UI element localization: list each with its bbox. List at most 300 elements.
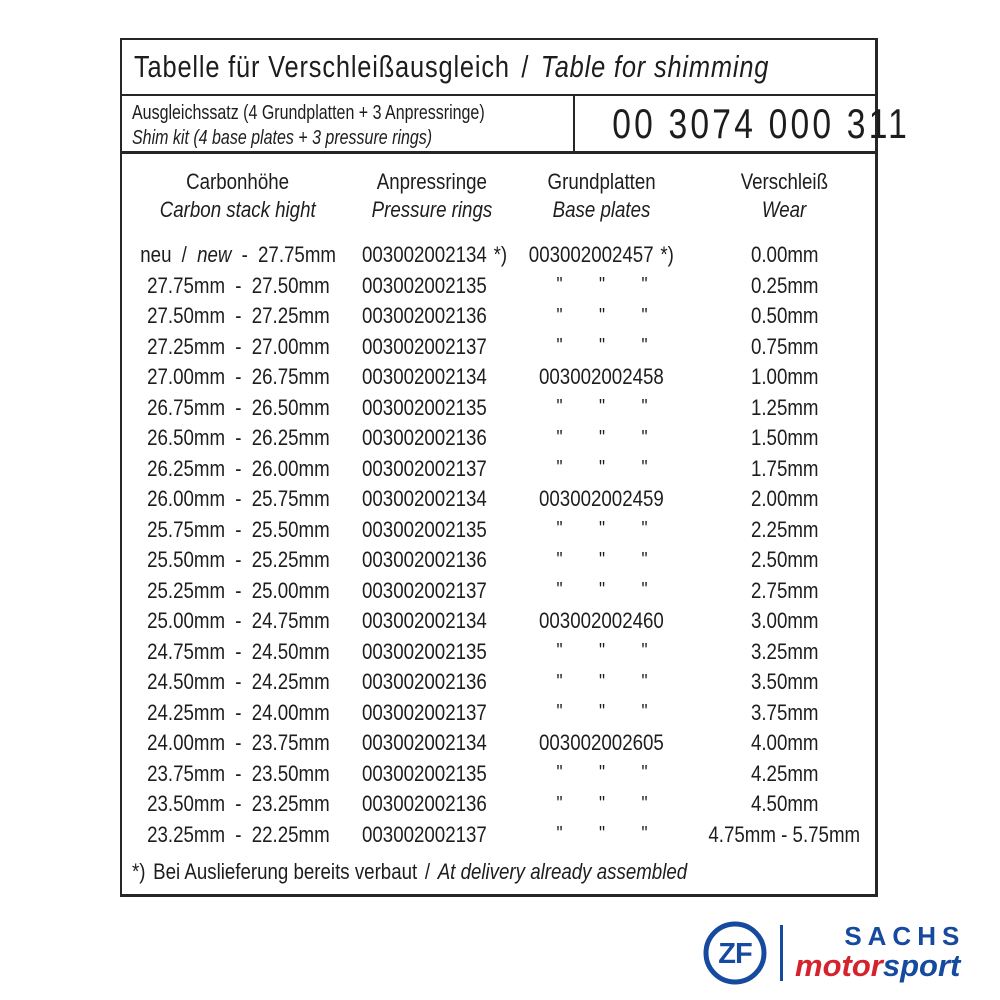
ditto-mark: " (640, 396, 648, 419)
pressure-ring-number: 003002002135 (362, 638, 487, 664)
range-dash: - (234, 699, 242, 725)
range-to: 25.75mm (251, 486, 330, 512)
range-from: 26.75mm (146, 394, 225, 420)
brand-wordmark (795, 920, 966, 983)
pressure-ring-number-wrap (362, 303, 487, 329)
range-dash: - (234, 760, 242, 786)
pressure-ring-number-wrap (362, 486, 487, 512)
ditto-mark: " (640, 426, 648, 449)
range-from: 25.50mm (146, 547, 225, 573)
pressure-ring-number: 003002002136 (362, 669, 487, 695)
base-plate-cell (510, 484, 693, 515)
wear-cell (693, 728, 876, 759)
range-from: 27.25mm (146, 333, 225, 359)
range-dash: - (234, 303, 242, 329)
base-plate-content (538, 701, 666, 724)
pressure-ring-cell (354, 515, 510, 546)
table-row (122, 698, 875, 729)
ditto-mark: " (555, 792, 563, 815)
base-plate-content (538, 396, 666, 419)
pressure-ring-number: 003002002134 (362, 608, 487, 634)
ditto-mark: " (640, 579, 648, 602)
pressure-ring-cell (354, 545, 510, 576)
footnote-marker: *) (132, 859, 146, 884)
base-plate-content (539, 730, 664, 756)
ditto-mark: " (598, 640, 605, 663)
range-dash: - (234, 364, 242, 390)
ditto-mark: " (598, 426, 605, 449)
base-plate-cell (510, 301, 693, 332)
carbon-height-cell (122, 423, 354, 454)
pressure-ring-number: 003002002135 (362, 760, 487, 786)
range-from-separator: / (181, 242, 187, 268)
base-plate-number: 003002002457 (528, 242, 654, 268)
carbon-height-cell (122, 484, 354, 515)
pressure-ring-cell (354, 454, 510, 485)
ditto-mark: " (640, 548, 648, 571)
wear-value: 0.50mm (750, 303, 819, 329)
range-from: 27.75mm (146, 272, 225, 298)
pressure-ring-number-wrap (362, 761, 487, 787)
range-from: 25.00mm (146, 608, 225, 634)
range-from: 23.75mm (146, 760, 225, 786)
wear-value: 4.50mm (750, 791, 819, 817)
base-plate-cell (510, 637, 693, 668)
pressure-ring-number-wrap (362, 517, 487, 543)
wear-value: 1.75mm (750, 455, 819, 481)
wear-value-wrap (751, 669, 819, 695)
table-row (122, 545, 875, 576)
base-plate-cell (510, 362, 693, 393)
wear-value: 1.00mm (750, 364, 819, 390)
kit-description (122, 96, 573, 151)
base-plate-content (539, 364, 664, 390)
wear-cell (693, 637, 876, 668)
column-header-german-text: Verschleiß (740, 169, 829, 194)
table-row (122, 667, 875, 698)
base-plate-content (538, 671, 666, 694)
wear-value-wrap (751, 700, 819, 726)
base-plate-cell (510, 332, 693, 363)
ditto-mark: " (555, 335, 563, 358)
ditto-mark: " (640, 762, 648, 785)
carbon-height-cell (122, 301, 354, 332)
pressure-ring-number-wrap (362, 700, 487, 726)
ditto-mark: " (555, 823, 563, 846)
column-header-0 (122, 168, 354, 240)
motorsport-wordmark (795, 949, 960, 983)
base-plate-cell (510, 240, 693, 271)
pressure-ring-cell (354, 576, 510, 607)
table-header-row (122, 154, 875, 240)
wear-value: 2.50mm (750, 547, 819, 573)
wear-value-wrap (751, 425, 819, 451)
wear-value-wrap (751, 517, 819, 543)
part-number: 00 3074 000 311 (612, 99, 910, 147)
table-row (122, 789, 875, 820)
table-row (122, 515, 875, 546)
wear-value-wrap (709, 822, 861, 848)
range-from: 24.25mm (146, 699, 225, 725)
pressure-ring-number-wrap (362, 456, 487, 482)
wear-value: 3.50mm (750, 669, 819, 695)
ditto-mark: " (598, 701, 605, 724)
range-from: 24.00mm (146, 730, 225, 756)
column-header-german (693, 168, 876, 196)
range-to: 24.25mm (251, 669, 330, 695)
wear-value: 2.25mm (750, 516, 819, 542)
carbon-height-cell (122, 698, 354, 729)
pressure-ring-number: 003002002137 (362, 699, 487, 725)
table-row (122, 240, 875, 271)
table-row (122, 301, 875, 332)
ditto-mark: " (555, 640, 563, 663)
ditto-mark: " (640, 792, 648, 815)
base-plate-content (539, 486, 664, 512)
carbon-height-cell (122, 606, 354, 637)
ditto-mark: " (640, 670, 648, 693)
pressure-ring-cell (354, 667, 510, 698)
wear-cell (693, 545, 876, 576)
pressure-ring-number-wrap (362, 822, 487, 848)
carbon-height-range (147, 425, 330, 451)
kit-description-english: Shim kit (4 base plates + 3 pressure rings) (132, 127, 433, 149)
range-to: 24.00mm (251, 699, 330, 725)
motor-word: motor (795, 947, 883, 983)
ditto-mark: " (555, 762, 563, 785)
pressure-ring-number: 003002002137 (362, 577, 487, 603)
ditto-mark: " (598, 670, 605, 693)
pressure-ring-number-wrap (362, 791, 487, 817)
carbon-height-cell (122, 728, 354, 759)
base-plate-asterisk-note: *) (660, 242, 675, 268)
ditto-mark: " (640, 274, 648, 297)
wear-value-wrap (751, 639, 819, 665)
wear-cell (693, 667, 876, 698)
base-plate-cell (510, 454, 693, 485)
column-header-english-text: Carbon stack hight (160, 197, 316, 222)
base-plate-number: 003002002459 (539, 486, 664, 512)
carbon-height-cell (122, 820, 354, 851)
base-plate-cell (510, 667, 693, 698)
wear-cell (693, 332, 876, 363)
wear-value: 0.00mm (750, 242, 819, 268)
pressure-ring-cell (354, 240, 510, 271)
pressure-ring-cell (354, 484, 510, 515)
range-to: 25.50mm (251, 516, 330, 542)
table-row (122, 820, 875, 851)
pressure-ring-number: 003002002137 (362, 333, 487, 359)
column-header-english (354, 196, 510, 224)
base-plate-number: 003002002605 (539, 730, 664, 756)
kit-description-german: Ausgleichssatz (4 Grundplatten + 3 Anpressringe) (132, 102, 485, 124)
column-header-english-text: Base plates (552, 197, 651, 222)
ditto-mark: " (598, 518, 605, 541)
wear-value: 0.25mm (750, 272, 819, 298)
range-dash: - (234, 486, 242, 512)
range-from: 26.00mm (146, 486, 225, 512)
wear-cell (693, 789, 876, 820)
range-to: 23.25mm (251, 791, 330, 817)
base-plate-cell (510, 698, 693, 729)
pressure-ring-number-wrap (362, 639, 487, 665)
wear-value-wrap (751, 486, 819, 512)
wear-value-wrap (751, 364, 819, 390)
title-german: Tabelle für Verschleißausgleich (134, 49, 510, 84)
zf-letters: ZF (718, 938, 752, 970)
range-to: 25.25mm (251, 547, 330, 573)
title-english: Table for shimming (540, 49, 770, 84)
range-to: 27.50mm (251, 272, 330, 298)
wear-value-wrap (751, 608, 819, 634)
column-header-german (510, 168, 693, 196)
pressure-ring-number-wrap (362, 273, 487, 299)
ditto-mark: " (598, 396, 605, 419)
range-dash: - (234, 669, 242, 695)
title-row (122, 40, 875, 96)
pressure-ring-cell (354, 606, 510, 637)
logo-divider (780, 925, 783, 981)
carbon-height-cell (122, 637, 354, 668)
pressure-ring-asterisk-note: *) (493, 242, 508, 268)
column-header-german (354, 168, 510, 196)
range-to: 25.00mm (251, 577, 330, 603)
wear-cell (693, 484, 876, 515)
pressure-ring-number-wrap (362, 242, 507, 268)
shim-table-sheet (120, 38, 910, 897)
carbon-height-range (147, 456, 330, 482)
carbon-height-range (147, 822, 330, 848)
carbon-height-range (147, 669, 330, 695)
wear-cell (693, 820, 876, 851)
table-row (122, 362, 875, 393)
pressure-ring-cell (354, 728, 510, 759)
ditto-mark: " (640, 304, 648, 327)
zf-logo-icon (702, 920, 768, 986)
pressure-ring-number-wrap (362, 730, 487, 756)
wear-value: 4.00mm (750, 730, 819, 756)
carbon-height-cell (122, 789, 354, 820)
pressure-ring-number-wrap (362, 608, 487, 634)
range-dash: - (234, 333, 242, 359)
range-dash: - (234, 638, 242, 664)
kit-row (122, 96, 910, 154)
carbon-height-cell (122, 393, 354, 424)
pressure-ring-number: 003002002137 (362, 455, 487, 481)
pressure-ring-number-wrap (362, 334, 487, 360)
wear-cell (693, 362, 876, 393)
range-dash: - (234, 272, 242, 298)
ditto-mark: " (555, 396, 563, 419)
wear-value-wrap (751, 730, 819, 756)
pressure-ring-cell (354, 637, 510, 668)
pressure-ring-number: 003002002134 (362, 364, 487, 390)
wear-value: 3.00mm (750, 608, 819, 634)
wear-cell (693, 454, 876, 485)
pressure-ring-cell (354, 820, 510, 851)
base-plate-content (538, 457, 666, 480)
range-from: 26.25mm (146, 455, 225, 481)
column-header-english (510, 196, 693, 224)
base-plate-cell (510, 576, 693, 607)
range-to: 26.25mm (251, 425, 330, 451)
base-plate-number: 003002002460 (539, 608, 664, 634)
wear-cell (693, 515, 876, 546)
column-header-english-text: Pressure rings (371, 197, 493, 222)
sachs-motorsport-logo (702, 920, 966, 986)
footnote-separator: / (424, 859, 431, 884)
carbon-height-cell (122, 576, 354, 607)
ditto-mark: " (598, 579, 605, 602)
base-plate-cell (510, 820, 693, 851)
wear-value-wrap (751, 547, 819, 573)
pressure-ring-cell (354, 423, 510, 454)
carbon-height-range (147, 700, 330, 726)
wear-value-wrap (751, 456, 819, 482)
range-to: 27.25mm (251, 303, 330, 329)
base-plate-content (538, 305, 666, 328)
ditto-mark: " (598, 274, 605, 297)
range-dash: - (234, 821, 242, 847)
range-from: 23.25mm (146, 821, 225, 847)
range-dash: - (234, 455, 242, 481)
carbon-height-cell (122, 667, 354, 698)
wear-value-wrap (751, 273, 819, 299)
table-row (122, 271, 875, 302)
ditto-mark: " (640, 640, 648, 663)
wear-value-wrap (751, 334, 819, 360)
range-from: 24.75mm (146, 638, 225, 664)
carbon-height-range (147, 730, 330, 756)
column-header-english (122, 196, 354, 224)
part-number-cell (573, 96, 947, 151)
base-plate-content (538, 335, 666, 358)
column-header-german-text: Carbonhöhe (186, 169, 290, 194)
ditto-mark: " (555, 548, 563, 571)
base-plate-content (529, 242, 674, 268)
pressure-ring-number: 003002002134 (362, 486, 487, 512)
wear-value: 1.25mm (750, 394, 819, 420)
pressure-ring-number: 003002002135 (362, 516, 487, 542)
carbon-height-range (147, 639, 330, 665)
table-row (122, 637, 875, 668)
range-dash: - (241, 242, 248, 268)
table-body (122, 240, 875, 850)
table-row (122, 454, 875, 485)
wear-cell (693, 606, 876, 637)
pressure-ring-number: 003002002135 (362, 394, 487, 420)
wear-value: 1.50mm (750, 425, 819, 451)
carbon-height-cell (122, 759, 354, 790)
ditto-mark: " (555, 701, 563, 724)
column-header-english (693, 196, 876, 224)
range-from: 25.25mm (146, 577, 225, 603)
pressure-ring-cell (354, 393, 510, 424)
carbon-height-cell (122, 362, 354, 393)
carbon-height-range (147, 334, 330, 360)
wear-value-wrap (751, 761, 819, 787)
carbon-height-range (147, 608, 330, 634)
pressure-ring-cell (354, 789, 510, 820)
wear-value: 2.75mm (750, 577, 819, 603)
range-to: 26.00mm (251, 455, 330, 481)
wear-cell (693, 759, 876, 790)
base-plate-cell (510, 728, 693, 759)
ditto-mark: " (640, 701, 648, 724)
range-from: 25.75mm (146, 516, 225, 542)
ditto-mark: " (598, 335, 605, 358)
range-dash: - (234, 791, 242, 817)
column-header-3 (693, 168, 876, 240)
carbon-height-cell (122, 454, 354, 485)
pressure-ring-number: 003002002137 (362, 821, 487, 847)
base-plate-number: 003002002458 (539, 364, 664, 390)
column-header-english-text: Wear (762, 197, 807, 222)
pressure-ring-number: 003002002134 (362, 730, 487, 756)
footnote-english: At delivery already assembled (437, 859, 688, 884)
sport-word: sport (882, 947, 961, 983)
table-row (122, 484, 875, 515)
wear-cell (693, 271, 876, 302)
pressure-ring-number: 003002002136 (362, 303, 487, 329)
ditto-mark: " (555, 457, 563, 480)
wear-value: 3.25mm (750, 638, 819, 664)
range-dash: - (234, 730, 242, 756)
pressure-ring-cell (354, 271, 510, 302)
base-plate-content (538, 762, 666, 785)
pressure-ring-cell (354, 362, 510, 393)
column-header-german-text: Anpressringe (376, 169, 488, 194)
carbon-height-cell (122, 332, 354, 363)
wear-value-wrap (751, 303, 819, 329)
footnote (122, 850, 875, 894)
carbon-height-range (147, 761, 330, 787)
pressure-ring-number: 003002002135 (362, 272, 487, 298)
column-header-german (122, 168, 354, 196)
pressure-ring-number: 003002002136 (362, 425, 487, 451)
wear-value: 4.25mm (750, 760, 819, 786)
base-plate-content (539, 608, 664, 634)
base-plate-content (538, 549, 666, 572)
wear-cell (693, 423, 876, 454)
range-to: 23.50mm (251, 760, 330, 786)
base-plate-content (538, 518, 666, 541)
wear-value-wrap (751, 578, 819, 604)
range-to: 26.75mm (251, 364, 330, 390)
ditto-mark: " (598, 548, 605, 571)
pressure-ring-number-wrap (362, 547, 487, 573)
ditto-mark: " (640, 823, 648, 846)
range-dash: - (234, 577, 242, 603)
carbon-height-cell (122, 240, 354, 271)
range-dash: - (234, 608, 242, 634)
range-from: 24.50mm (146, 669, 225, 695)
carbon-height-range (147, 395, 330, 421)
carbon-height-range (140, 242, 336, 268)
carbon-height-cell (122, 545, 354, 576)
carbon-height-range (147, 547, 330, 573)
range-dash: - (234, 394, 242, 420)
base-plate-cell (510, 515, 693, 546)
ditto-mark: " (555, 579, 563, 602)
ditto-mark: " (640, 518, 648, 541)
ditto-mark: " (598, 792, 605, 815)
base-plate-content (538, 579, 666, 602)
pressure-ring-cell (354, 301, 510, 332)
wear-cell (693, 301, 876, 332)
table-row (122, 423, 875, 454)
range-dash: - (234, 547, 242, 573)
